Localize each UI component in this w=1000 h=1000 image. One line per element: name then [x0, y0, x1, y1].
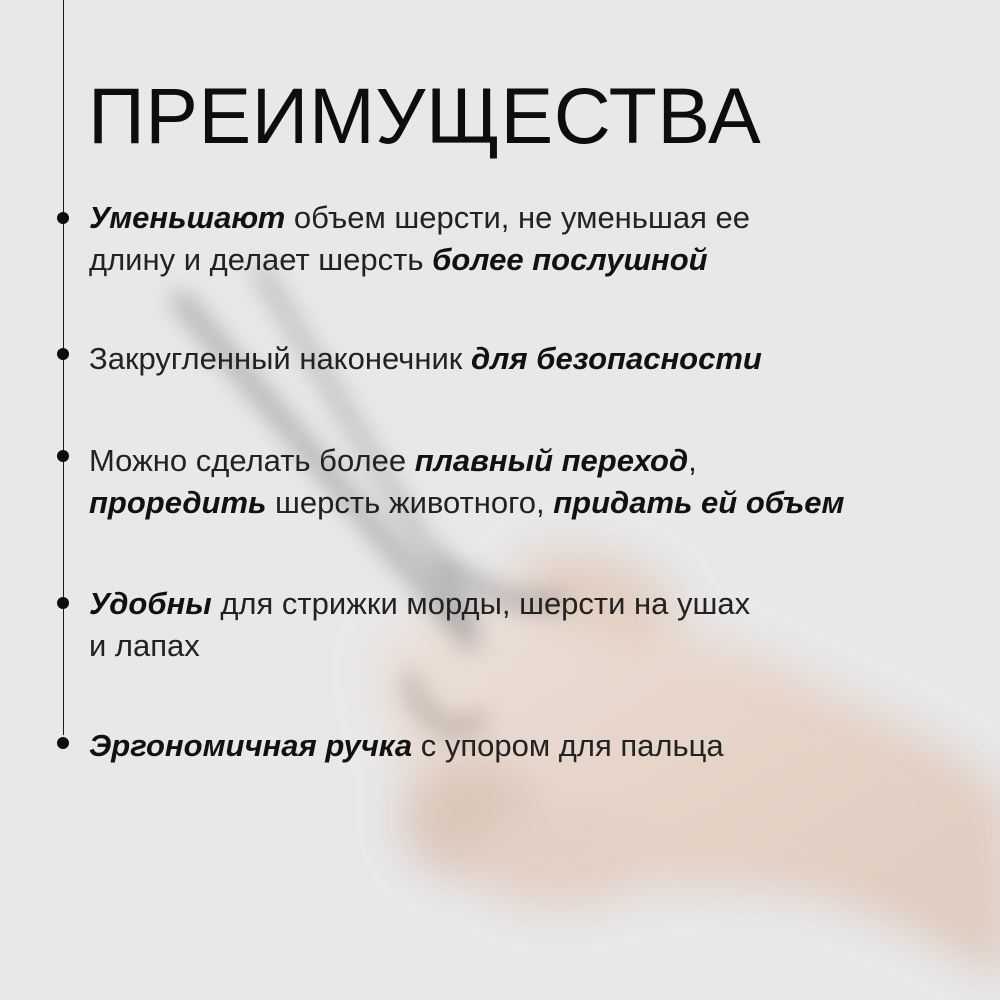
advantage-3-emphasis-1: плавный переход — [414, 443, 689, 478]
advantage-5-line-1 — [89, 725, 949, 767]
advantage-4-line-1 — [89, 583, 949, 625]
bullet-dot — [57, 348, 69, 360]
bullet-dot — [57, 597, 69, 609]
advantage-1-line-2 — [89, 239, 949, 281]
vertical-timeline-line — [63, 0, 64, 735]
advantage-3-text-3: шерсть животного, — [266, 485, 554, 520]
advantage-1-text-1: объем шерсти, не уменьшая ее — [285, 200, 750, 235]
advantage-1-line-1 — [89, 197, 949, 239]
advantage-2-emphasis-1: для безопасности — [470, 341, 762, 376]
bullet-dot — [57, 737, 69, 749]
advantage-1-text-2: длину и делает шерсть — [89, 242, 433, 277]
advantage-4-text-1: для стрижки морды, шерсти на ушах — [211, 586, 751, 621]
advantage-3-emphasis-3: придать ей объем — [553, 485, 845, 520]
advantage-3-emphasis-2: проредить — [89, 485, 267, 520]
page-title: ПРЕИМУЩЕСТВА — [88, 71, 762, 160]
advantage-item-1 — [89, 197, 949, 281]
advantage-3-text-1: Можно сделать более — [89, 443, 415, 478]
advantage-5-emphasis-1: Эргономичная ручка — [89, 728, 413, 763]
advantage-3-text-2: , — [688, 443, 697, 478]
advantage-3-line-1 — [89, 440, 949, 482]
advantage-item-5 — [89, 725, 949, 767]
advantage-item-4 — [89, 583, 949, 667]
advantage-2-text-1: Закругленный наконечник — [89, 341, 471, 376]
advantage-1-emphasis-2: более послушной — [432, 242, 708, 277]
bullet-dot — [57, 212, 69, 224]
advantage-4-emphasis-1: Удобны — [89, 586, 212, 621]
advantage-4-text-2: и лапах — [89, 628, 200, 663]
advantage-3-line-2 — [89, 482, 949, 524]
advantage-item-2 — [89, 338, 949, 380]
advantage-4-line-2 — [89, 625, 949, 667]
bullet-dot — [57, 450, 69, 462]
advantage-item-3 — [89, 440, 949, 524]
advantage-1-emphasis-1: Уменьшают — [89, 200, 286, 235]
advantage-5-text-1: с упором для пальца — [412, 728, 724, 763]
advantage-2-line-1 — [89, 338, 949, 380]
